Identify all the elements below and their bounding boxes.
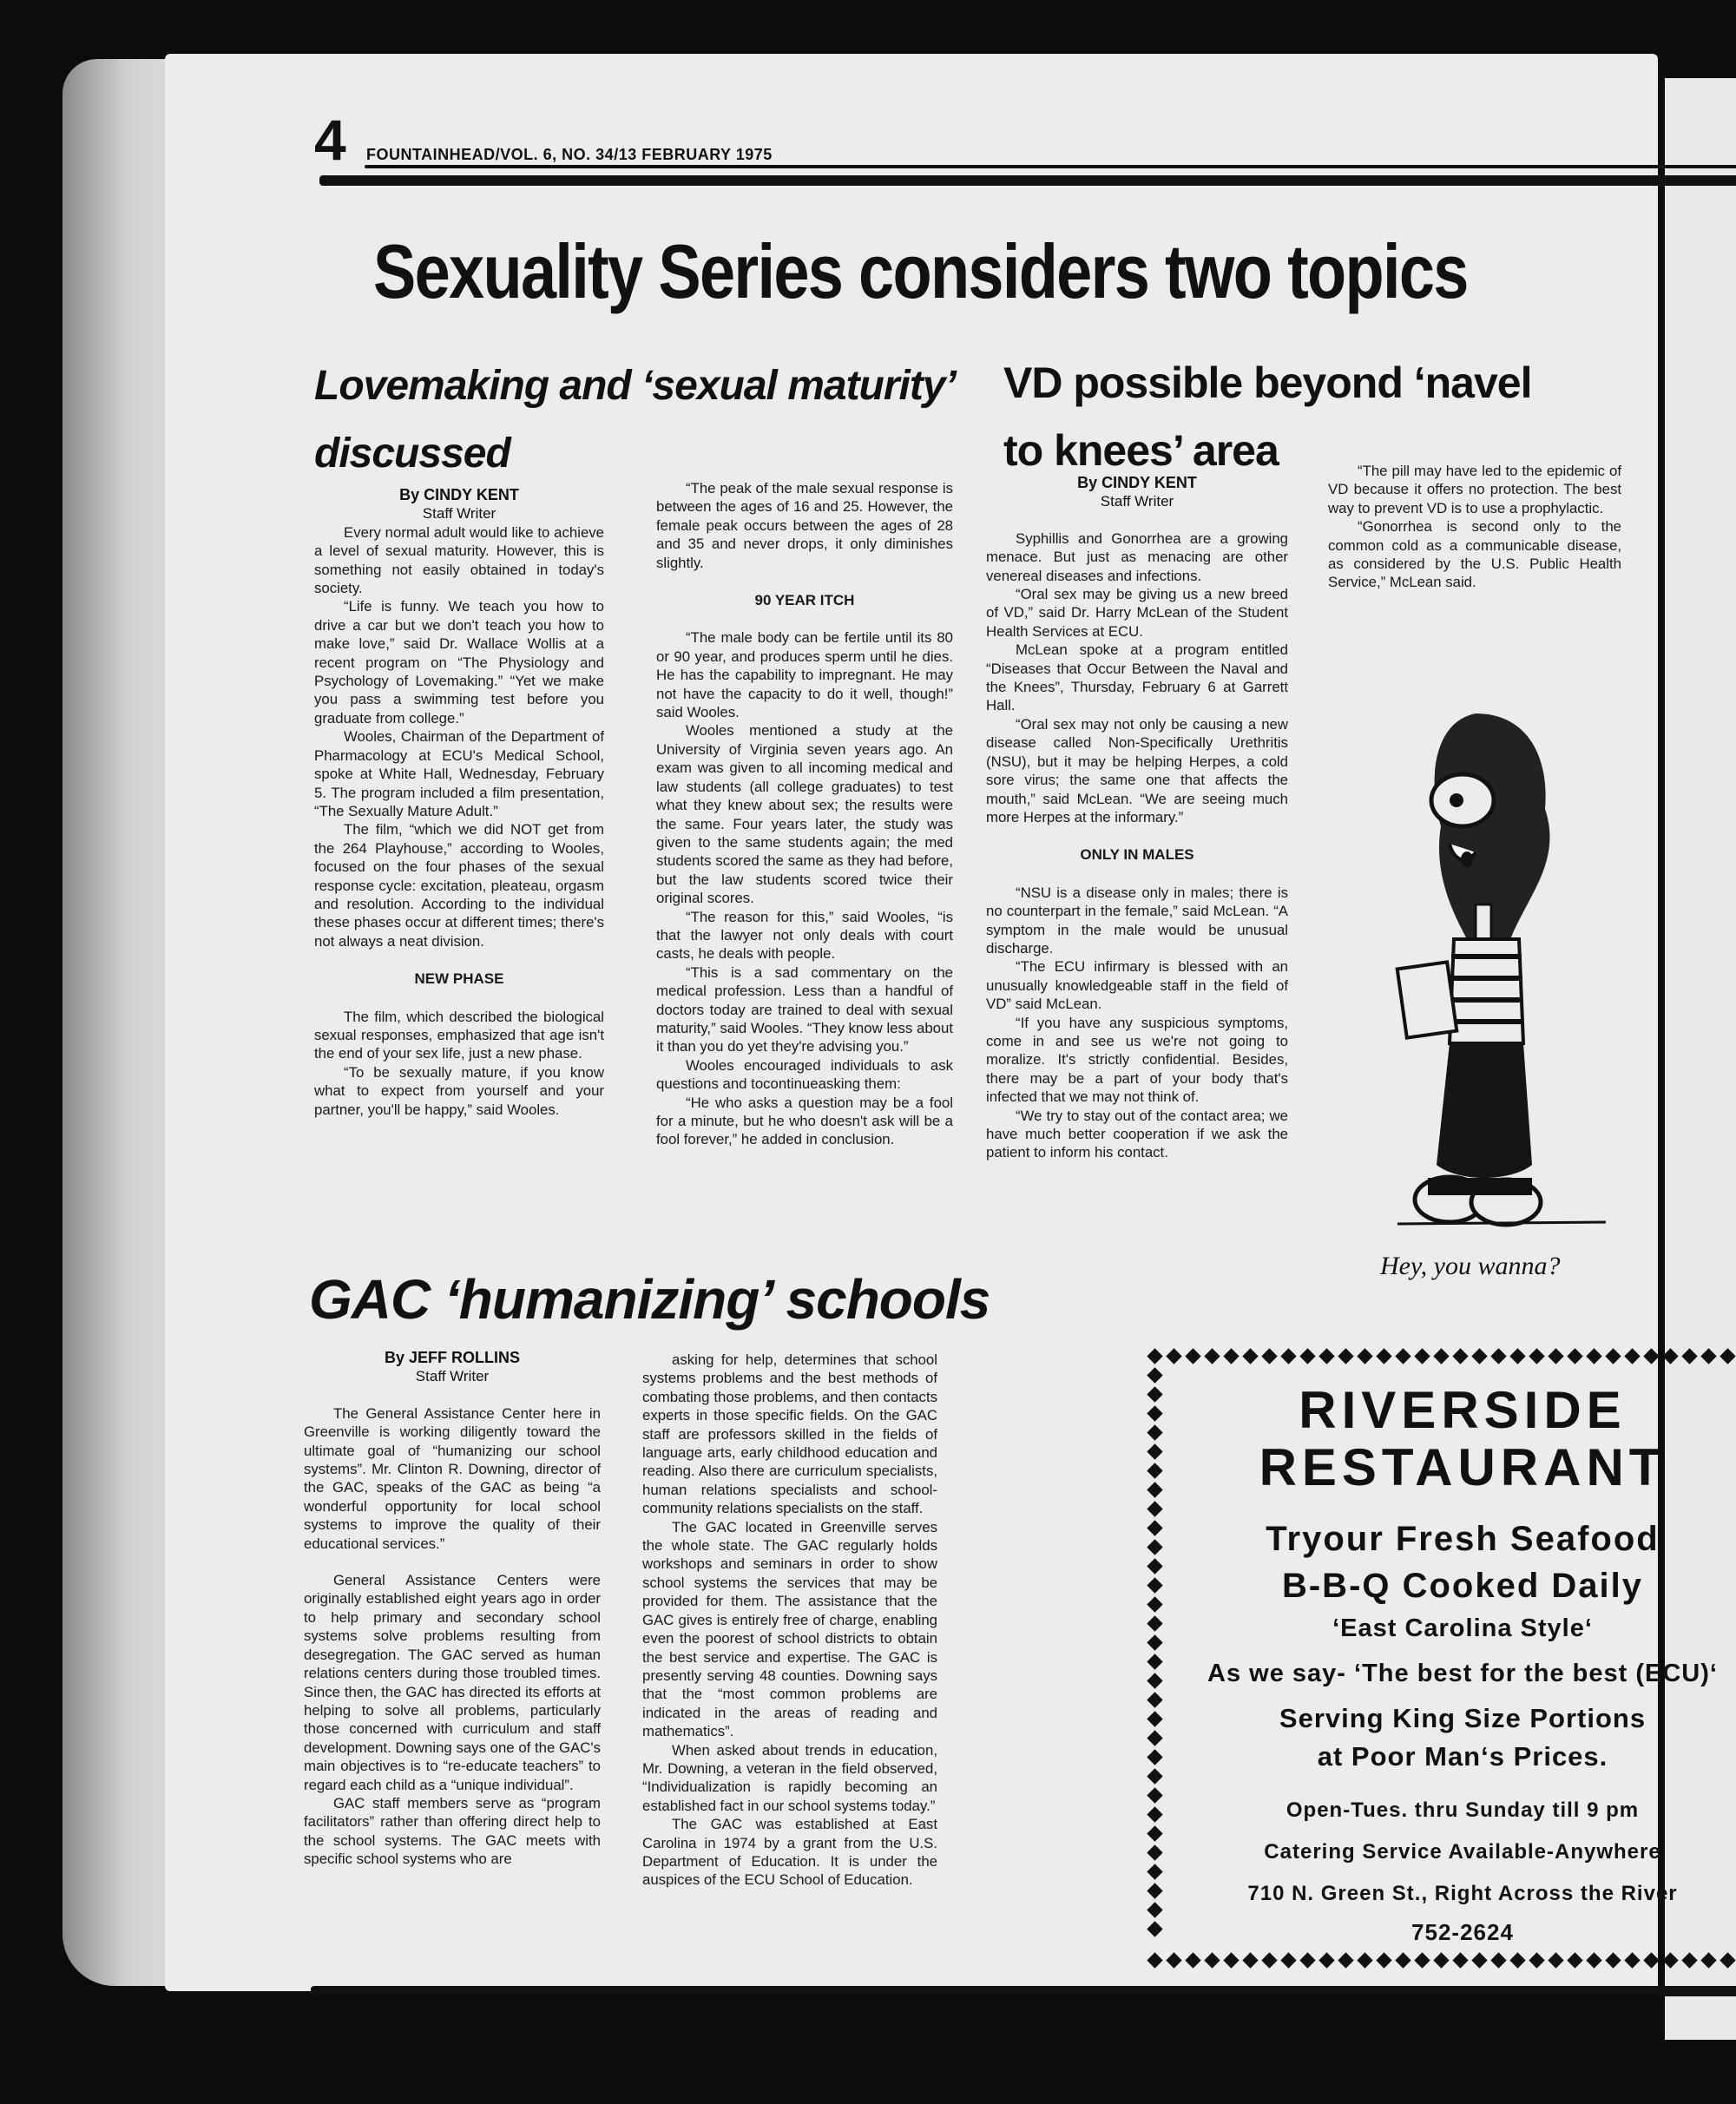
- vd-column-2: “The pill may have led to the epidemic of VD because it offers no protection. The best way to prevent VD is to use a prophylactic. “Gonorrhea is second only to the common cold as a communicable disease, as considered by the U.S. Public Health Service,” McLean said.: [1328, 463, 1621, 591]
- ad-bbq: B-B-Q Cooked Daily: [1281, 1567, 1644, 1605]
- border-diamond: [1490, 1348, 1506, 1364]
- border-diamond: [1147, 1711, 1162, 1726]
- header-rule-thick: [319, 175, 1736, 186]
- border-diamond: [1147, 1386, 1162, 1402]
- border-diamond: [1452, 1952, 1468, 1968]
- border-diamond: [1147, 1749, 1162, 1765]
- border-diamond: [1223, 1952, 1239, 1968]
- border-diamond: [1338, 1952, 1353, 1968]
- border-diamond: [1223, 1348, 1239, 1364]
- ad-name-line1: RIVERSIDE: [1299, 1381, 1627, 1439]
- border-diamond: [1357, 1348, 1372, 1364]
- border-diamond: [1147, 1634, 1162, 1650]
- border-diamond: [1681, 1348, 1697, 1364]
- border-diamond: [1204, 1348, 1220, 1364]
- border-diamond: [1452, 1348, 1468, 1364]
- border-diamond: [1147, 1883, 1162, 1898]
- border-diamond: [1548, 1348, 1563, 1364]
- border-diamond: [1471, 1952, 1487, 1968]
- border-diamond: [1147, 1463, 1162, 1478]
- ad-phone: 752-2624: [1411, 1919, 1514, 1945]
- ad-hours: Open-Tues. thru Sunday till 9 pm: [1286, 1798, 1640, 1822]
- border-diamond: [1147, 1730, 1162, 1746]
- border-diamond: [1605, 1348, 1621, 1364]
- riverside-restaurant-ad: [1146, 1347, 1736, 1970]
- border-diamond: [1529, 1348, 1544, 1364]
- border-diamond: [1261, 1348, 1277, 1364]
- border-diamond: [1548, 1952, 1563, 1968]
- border-diamond: [1280, 1952, 1296, 1968]
- byline: By CINDY KENT: [399, 486, 519, 503]
- border-diamond: [1185, 1952, 1200, 1968]
- byline-role: Staff Writer: [415, 1368, 490, 1385]
- border-diamond: [1700, 1952, 1716, 1968]
- border-diamond: [1586, 1348, 1601, 1364]
- vd-headline: VD possible beyond ‘navel to knees’ area: [1003, 358, 1532, 475]
- border-diamond: [1147, 1443, 1162, 1459]
- border-diamond: [1147, 1864, 1162, 1879]
- border-diamond: [1318, 1952, 1334, 1968]
- border-diamond: [1147, 1768, 1162, 1784]
- newspaper-page: [165, 54, 1718, 1991]
- gac-column-1: By JEFF ROLLINS Staff Writer The General Assistance Center here in Greenville is working diligently toward the ultimate goal of “humanizing our school systems”. Mr. Clinton R. Downing, director of the GAC, speaks of the GAC as being “a wonderful opportunity for local school systems to improve the quality of their educational services.” General Assistance Centers were originally established eight years ago in order to help primary and secondary school systems solve problems resulting from desegregation. The GAC served as human relations centers during those troubled times. Since then, the GAC has directed its efforts at helping to solve all problems, particularly those concerned with curriculum and staff development. Downing says one of the GAC's main objectives is to “re-educate teachers” to regard each child as a “unique individual”. GAC staff members serve as “program facilitators” rather than offering direct help to the school systems. The GAC meets with specific school systems who are: [304, 1349, 601, 1868]
- border-diamond: [1299, 1952, 1315, 1968]
- ad-prices: at Poor Man‘s Prices.: [1317, 1741, 1608, 1772]
- byline-role: Staff Writer: [1100, 493, 1174, 510]
- ad-seafood: Tryour Fresh Seafood: [1266, 1520, 1660, 1558]
- main-headline: Sexuality Series considers two topics: [373, 228, 1468, 314]
- cartoon-girl-illustration: [1345, 679, 1632, 1252]
- border-diamond: [1147, 1806, 1162, 1822]
- border-diamond: [1147, 1902, 1162, 1917]
- border-diamond: [1433, 1952, 1449, 1968]
- border-diamond: [1395, 1952, 1410, 1968]
- border-diamond: [1147, 1844, 1162, 1860]
- byline: By JEFF ROLLINS: [384, 1349, 520, 1366]
- border-diamond: [1166, 1952, 1181, 1968]
- border-diamond: [1242, 1952, 1258, 1968]
- border-diamond: [1433, 1348, 1449, 1364]
- border-diamond: [1166, 1348, 1181, 1364]
- border-diamond: [1643, 1348, 1659, 1364]
- border-diamond: [1318, 1348, 1334, 1364]
- footer-rule: [311, 1986, 1736, 1996]
- ad-name-line2: RESTAURANT: [1259, 1438, 1667, 1496]
- border-diamond: [1147, 1367, 1162, 1383]
- gac-headline: GAC ‘humanizing’ schools: [309, 1268, 990, 1331]
- subhead-new-phase: NEW PHASE: [414, 970, 504, 988]
- lovemaking-headline: Lovemaking and ‘sexual maturity’ discussed: [314, 363, 956, 477]
- byline-role: Staff Writer: [422, 505, 496, 523]
- subhead-only-in-males: ONLY IN MALES: [1080, 846, 1194, 864]
- border-diamond: [1147, 1825, 1162, 1841]
- border-diamond: [1280, 1348, 1296, 1364]
- byline: By CINDY KENT: [1077, 474, 1197, 491]
- border-diamond: [1147, 1787, 1162, 1803]
- border-diamond: [1147, 1405, 1162, 1421]
- border-diamond: [1261, 1952, 1277, 1968]
- border-diamond: [1147, 1424, 1162, 1440]
- lovemaking-column-2: “The peak of the male sexual response is between the ages of 16 and 25. However, the female peak occurs between the ages of 28 and 35 and never drops, it only diminishes slightly. 90 YEAR ITCH “The male body can be fertile until its 80 or 90 year, and produces sperm until he dies. He has the capability to impregnant. He may not have the capacity to do it well, though!” said Wooles. Wooles mentioned a study at the University of Virginia seven years ago. An exam was given to all incoming medical and law students (all college graduates) to test what they knew about sex; the results were the same. Four years later, the study was given to the same students again; the med students scored the same as they had before, but the law students scored twice their original scores. “The reason for this,” said Wooles, “is that the lawyer not only deals with court casts, he deals with people. “This is a sad commentary on the medical profession. Less than a handful of doctors today are trained to deal with sexual maturity,” said Wooles. “They know less about it than you do yet they're advising you.” Wooles encouraged individuals to ask questions and tocontinueasking them: “He who asks a question may be a fool for a minute, but he who doesn't ask will be a fool forever,” he added in conclusion.: [656, 480, 953, 1148]
- border-diamond: [1242, 1348, 1258, 1364]
- border-diamond: [1147, 1539, 1162, 1555]
- border-diamond: [1529, 1952, 1544, 1968]
- border-diamond: [1185, 1348, 1200, 1364]
- border-diamond: [1720, 1348, 1735, 1364]
- border-diamond: [1414, 1952, 1430, 1968]
- vd-column-1: By CINDY KENT Staff Writer Syphillis and Gonorrhea are a growing menace. But just as menacing are other venereal diseases and infections. “Oral sex may be giving us a new breed of VD,” said Dr. Harry McLean of the Student Health Services at ECU. McLean spoke at a program entitled “Diseases that Occur Between the Naval and the Knees”, Thursday, February 6 at Garrett Hall. “Oral sex may not only be causing a new disease called Non-Specifically Urethritis (NSU), but it may be helping Herpes, a cold sore virus; the same one that affects the mouth,” said McLean. “We are seeing much more Herpes at the informary.” ONLY IN MALES “NSU is a disease only in males; there is no counterpart in the female,” said McLean. “A symptom in the male would be unusual discharge. “The ECU infirmary is blessed with an unusually knowledgeable staff in the field of VD” said McLean. “If you have any suspicious symptoms, come in and see us we're not going to moralize. It's strictly confidential. Besides, there may be a part of your body that's infected that we may not think of. “We try to stay out of the contact area; we have much better cooperation if we ask the patient to inform his contact.: [986, 474, 1288, 1161]
- border-diamond: [1299, 1348, 1315, 1364]
- border-diamond: [1147, 1482, 1162, 1497]
- border-diamond: [1643, 1952, 1659, 1968]
- border-diamond: [1147, 1520, 1162, 1535]
- dateline: FOUNTAINHEAD/VOL. 6, NO. 34/13 FEBRUARY 1975: [366, 146, 773, 163]
- border-diamond: [1147, 1673, 1162, 1688]
- border-diamond: [1567, 1348, 1582, 1364]
- border-diamond: [1662, 1952, 1678, 1968]
- border-diamond: [1357, 1952, 1372, 1968]
- border-diamond: [1414, 1348, 1430, 1364]
- border-diamond: [1338, 1348, 1353, 1364]
- gac-column-2: asking for help, determines that school systems problems and the best methods of combating those problems, and then contacts experts in those specific fields. On the GAC staff are professors skilled in the fields of language arts, early childhood education and reading. Also there are curriculum specialists, human relations specialists and school-community relations specialists on the staff. The GAC located in Greenville serves the whole state. The GAC regularly holds workshops and seminars in order to show school systems the services that may be provided for them. The assistance that the GAC gives is entirely free of charge, enabling even the poorest of school districts to obtain the best service and expertise. The GAC is presently serving 48 counties. Downing says that the “most common problems are indicated in the areas of reading and mathematics”. When asked about trends in education, Mr. Downing, a veteran in the field observed, “Individualization is rapidly becoming an established fact in our school systems today.” The GAC was established at East Carolina in 1974 by a grant from the U.S. Department of Education. It is under the auspices of the ECU School of Education.: [642, 1351, 937, 1889]
- border-diamond: [1147, 1348, 1162, 1364]
- border-diamond: [1509, 1348, 1525, 1364]
- border-diamond: [1147, 1558, 1162, 1574]
- page-number: 4: [314, 108, 346, 172]
- border-diamond: [1662, 1348, 1678, 1364]
- border-diamond: [1490, 1952, 1506, 1968]
- border-diamond: [1720, 1952, 1735, 1968]
- ad-style: ‘East Carolina Style‘: [1332, 1614, 1593, 1642]
- border-diamond: [1605, 1952, 1621, 1968]
- border-diamond: [1509, 1952, 1525, 1968]
- cartoon-caption: Hey, you wanna?: [1380, 1252, 1561, 1280]
- lovemaking-column-1: By CINDY KENT Staff Writer Every normal adult would like to achieve a level of sexual maturity. However, this is something not easily obtained in today's society. “Life is funny. We teach you how to drive a car but we don't teach you how to make love,” said Dr. Wallace Wollis at a recent program on “The Physiology and Psychology of Lovemaking.” “Yet we make you pass a swimming test before you graduate from college.” Wooles, Chairman of the Department of Pharmacology at ECU's Medical School, spoke at White Hall, Wednesday, February 5. The program included a film presentation, “The Sexually Mature Adult.” The film, “which we did NOT get from the 264 Playhouse,” according to Wooles, focused on the four phases of the sexual response cycle: excitation, pleateau, orgasm and resolution. According to the individual these phases occur at different times; there's not always a neat division. NEW PHASE The film, which described the biological sexual responses, emphasized that age isn't the end of your sex life, just a new phase. “To be sexually mature, if you know what to expect from yourself and your partner, you'll be happy,” said Wooles.: [314, 486, 604, 1118]
- ad-portions: Serving King Size Portions: [1279, 1703, 1647, 1733]
- header-rule-thin: [365, 165, 1736, 168]
- border-diamond: [1147, 1615, 1162, 1631]
- border-diamond: [1147, 1654, 1162, 1669]
- border-diamond: [1567, 1952, 1582, 1968]
- border-diamond: [1376, 1348, 1391, 1364]
- border-diamond: [1395, 1348, 1410, 1364]
- border-diamond: [1586, 1952, 1601, 1968]
- border-diamond: [1471, 1348, 1487, 1364]
- border-diamond: [1681, 1952, 1697, 1968]
- border-diamond: [1624, 1348, 1640, 1364]
- border-diamond: [1147, 1501, 1162, 1516]
- border-diamond: [1147, 1921, 1162, 1936]
- border-diamond: [1147, 1577, 1162, 1593]
- ad-address: 710 N. Green St., Right Across the River: [1247, 1882, 1678, 1905]
- border-diamond: [1700, 1348, 1716, 1364]
- border-diamond: [1147, 1596, 1162, 1612]
- border-diamond: [1376, 1952, 1391, 1968]
- subhead-90-year-itch: 90 YEAR ITCH: [754, 592, 855, 609]
- border-diamond: [1147, 1692, 1162, 1707]
- border-diamond: [1624, 1952, 1640, 1968]
- border-diamond: [1147, 1952, 1162, 1968]
- ad-catering: Catering Service Available-Anywhere: [1264, 1840, 1661, 1864]
- ad-slogan: As we say- ‘The best for the best (ECU)‘: [1207, 1660, 1718, 1687]
- border-diamond: [1204, 1952, 1220, 1968]
